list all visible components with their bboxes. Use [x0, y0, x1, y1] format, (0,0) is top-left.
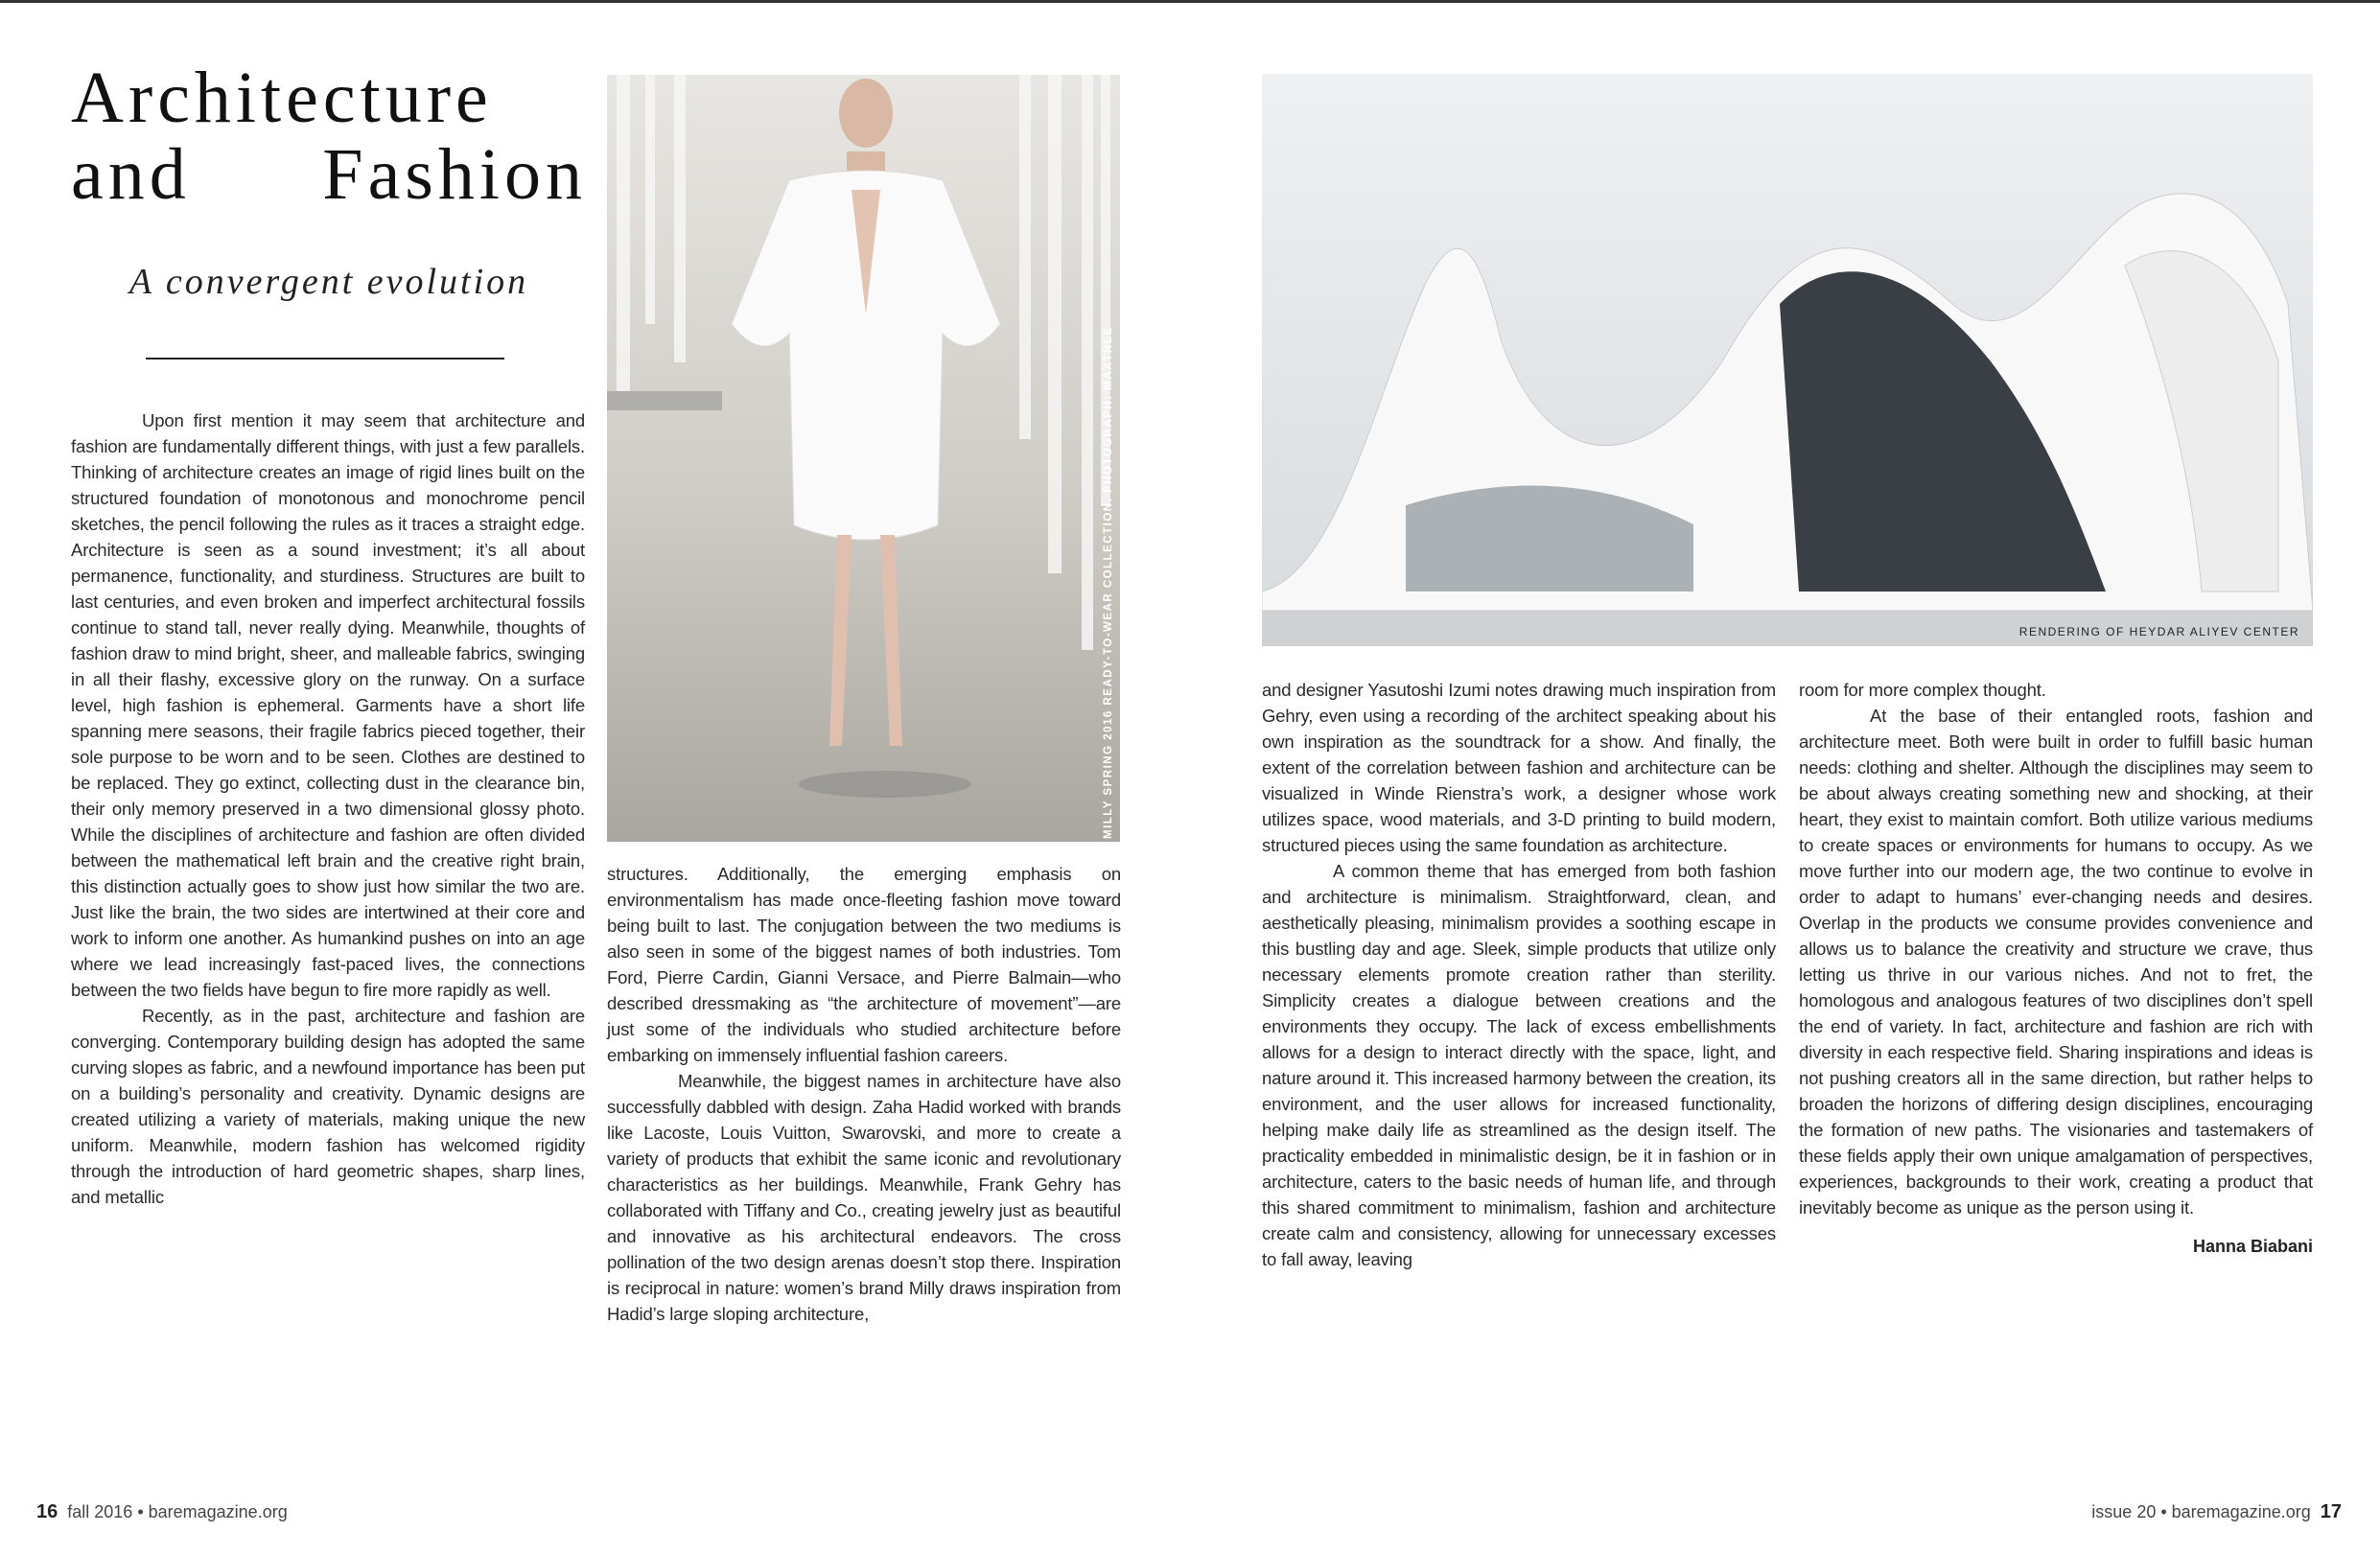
fashion-photo — [607, 75, 1120, 842]
paragraph: and designer Yasutoshi Izumi notes drawing much inspiration from Gehry, even using a recording of the architect speaking about his own inspiration as the soundtrack for a show. And finally, the extent of the correlation between fashion and architecture can be visualized in Winde Rienstra’s work, a designer whose work utilizes space, wood materials, and 3-D printing to build modern, structured pieces using the same foundation as architecture. — [1262, 680, 1776, 855]
top-border — [0, 0, 2380, 3]
page-number: 17 — [2320, 1501, 2342, 1522]
footer-right — [2091, 1501, 2342, 1523]
paragraph: room for more complex thought. — [1799, 680, 2046, 700]
architecture-photo — [1262, 74, 2313, 646]
footer-left — [36, 1501, 288, 1523]
photo-caption: RENDERING OF HEYDAR ALIYEV CENTER — [2018, 625, 2299, 638]
paragraph: A common theme that has emerged from both fashion and architecture is minimalism. Straightforward, clean, and aesthetically pleasing, minimalism provides a soothing escape in this bustling day and age. Sleek, simple products that utilize only necessary elements promote creation rather than sterility. Simplicity creates a dialogue between creations and the environments they occupy. The lack of excess embellishments allows for a design to interact directly with the space, light, and nature around it. This increased harmony between the creation, its environment, and the user allows for increased functionality, helping make daily life as streamlined as the design itself. The practicality embedded in minimalistic design, be it in fashion or in architecture, caters to the basic needs of human life, and through this shared commitment to minimalism, fashion and architecture create calm and consistency, allowing for unnecessary excesses to fall away, leaving — [1262, 861, 1776, 1269]
page-number: 16 — [36, 1501, 58, 1522]
divider — [146, 358, 504, 360]
column-1 — [71, 407, 585, 1210]
paragraph: Upon first mention it may seem that architecture and fashion are fundamentally different things, with just a few parallels. Thinking of architecture creates an image of rigid lines built on the structured foundation of monotonous and monochrome pencil sketches, the pencil following the rules as it traces a straight edge. Architecture is seen as a sound investment; it’s all about permanence, functionality, and sturdiness. Structures are built to last centuries, and even broken and imperfect architectural fossils continue to stand tall, never really dying. Meanwhile, thoughts of fashion draw to mind bright, sheer, and malleable fabrics, swinging in all their flashy, excessive glory on the runway. On a surface level, high fashion is ephemeral. Garments have a short life spanning mere seasons, their fragile fabrics pieced together, their sole purpose to be worn and to be seen. Clothes are destined to be replaced. They go extinct, collecting dust in the clearance bin, their only memory preserved in a two dimensional glossy photo. While the disciplines of architecture and fashion are often divided between the mathematical left brain and the creative right brain, this distinction actually goes to show just how similar the two are. Just like the brain, the two sides are intertwined at their core and work to inform one another. As humankind pushes on into an age where we lead increasingly fast-paced lives, the connections between the two fields have begun to fire more rapidly as well. — [71, 410, 585, 1000]
article-title: Architecture and Fashion — [71, 58, 587, 215]
column-2 — [607, 861, 1121, 1327]
paragraph: At the base of their entangled roots, fashion and architecture meet. Both were built in order to fulfill basic human needs: clothing and shelter. Although the disciplines may seem to be about always creating something new and shocking, at their heart, they exist to maintain comfort. Both utilize various mediums to create spaces or environments for humans to occupy. As we move further into our modern age, the two continue to evolve in order to adapt to humans’ ever-changing needs and desires. Overlap in the products we consume provides convenience and allows us to balance the creativity and structure we crave, thus letting us thrive in our various niches. And not to fret, the homologous and analogous features of two disciplines don’t spell the end of variety. In fact, architecture and fashion are rich with diversity in each respective field. Sharing inspirations and ideas is not pushing creators all in the same direction, but rather helps to broaden the horizons of differing design disciplines, encouraging the formation of new paths. The visionaries and tastemakers of these fields apply their own unique amalgamation of perspectives, experiences, backgrounds to their work, creating a product that inevitably become as unique as the person using it. — [1799, 706, 2313, 1218]
paragraph: Recently, as in the past, architecture and fashion are converging. Contemporary building design has adopted the same curving slopes as fabric, and a newfound importance has been put on a building’s personality and creativity. Dynamic designs are created utilizing a variety of materials, making unique the new uniform. Meanwhile, modern fashion has welcomed rigidity through the introduction of hard geometric shapes, sharp lines, and metallic — [71, 1006, 585, 1207]
article-subtitle: A convergent evolution — [128, 262, 529, 302]
paragraph: Meanwhile, the biggest names in architecture have also successfully dabbled with design. Zaha Hadid worked with brands like Lacoste, Louis Vuitton, Swarovski, and more to create a variety of products that exhibit the same iconic and revolutionary characteristics as her buildings. Meanwhile, Frank Gehry has collaborated with Tiffany and Co., creating jewelry just as beautiful and innovative as his architectural endeavors. The cross pollination of the two design arenas doesn’t stop there. Inspiration is reciprocal in nature: women’s brand Milly draws inspiration from Hadid’s large sloping architecture, — [607, 1071, 1121, 1324]
author-byline: Hanna Biabani — [2192, 1237, 2313, 1256]
column-4 — [1799, 677, 2313, 1260]
photo-credit: MILLY SPRING 2016 READY-TO-WEAR COLLECTION. PHOTOGRAPH: MAXTREE — [1103, 326, 1114, 839]
footer-text: issue 20 • baremagazine.org — [2091, 1502, 2311, 1521]
column-3 — [1262, 677, 1776, 1272]
footer-text: fall 2016 • baremagazine.org — [67, 1502, 288, 1521]
paragraph: structures. Additionally, the emerging emphasis on environmentalism has made once-fleeting fashion move toward being built to last. The conjugation between the two mediums is also seen in some of the biggest names of both industries. Tom Ford, Pierre Cardin, Gianni Versace, and Pierre Balmain—who described dressmaking as “the architecture of movement”—are just some of the individuals who studied architecture before embarking on immensely influential fashion careers. — [607, 864, 1121, 1065]
